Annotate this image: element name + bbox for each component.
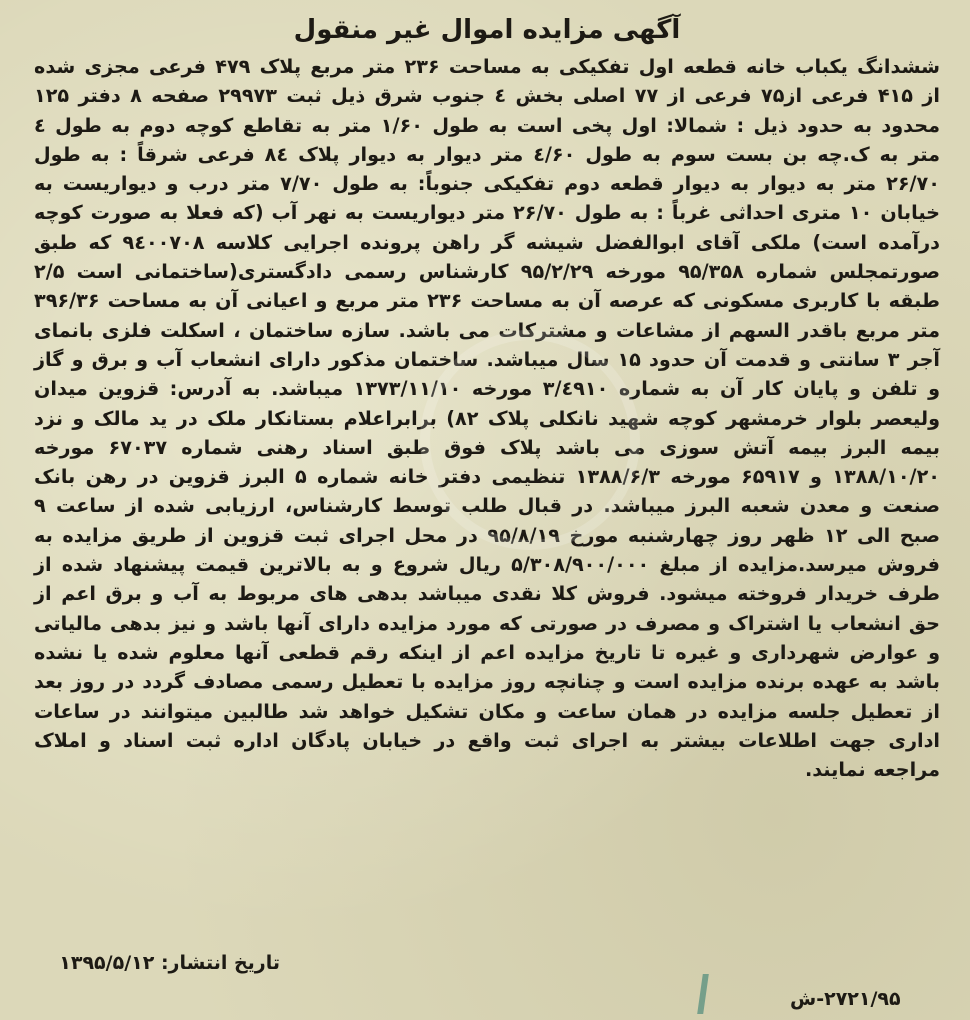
publication-date: تاریخ انتشار: ۱۳۹۵/۵/۱۲ <box>59 952 280 974</box>
notice-body: ششدانگ یکباب خانه قطعه اول تفکیکی به مساحت ۲۳۶ متر مربع پلاک ۴۷۹ فرعی مجزی شده از ۴۱۵ فرعی از۷۵ فرعی از ۷۷ اصلی بخش ٤ جنوب شرق ذیل ثبت ۲۹۹۷۳ صفحه ۸ دفتر ۱۲۵ محدود به حدود ذیل : شمالا: اول پخی است به طول ۱/۶۰ متر به تقاطع کوچه دوم به طول ٤ متر به ک.چه بن بست سوم به طول ٤/۶۰ متر دیوار به دیوار پلاک ۸٤ فرعی شرقاً : به طول ۲۶/۷۰ متر به دیوار به دیوار قطعه دوم تفکیکی جنوباً: به طول ۷/۷۰ متر درب و دیواریست به خیابان ۱۰ متری احداثی غرباً : به طول ۲۶/۷۰ متر دیواریست به نهر آب (که فعلا به صورت کوچه درآمده است) ملکی آقای ابوالفضل شیشه گر راهن پرونده اجرایی کلاسه ۹٤۰۰۷۰۸ که طبق صورتمجلس شماره ۹۵/۳۵۸ مورخه ۹۵/۲/۲۹ کارشناس رسمی دادگستری(ساختمانی است ۲/۵ طبقه با کاربری مسکونی که عرصه آن به مساحت ۲۳۶ متر مربع و اعیانی آن به مساحت ۳۹۶/۳۶ متر مربع باقدر السهم از مشاعات و مشترکات می باشد. سازه ساختمان ، اسکلت فلزی بانمای آجر ۳ سانتی و قدمت آن حدود ۱۵ سال میباشد. ساختمان مذکور دارای انشعاب آب و برق و گاز و تلفن و پایان کار آن به شماره ۳/٤۹۱۰ مورخه ۱۳۷۳/۱۱/۱۰ میباشد. به آدرس: قزوین میدان ولیعصر بلوار خرمشهر کوچه شهید نانکلی پلاک ۸۲) برابراعلام بستانکار ملک در ید مالک و نزد بیمه البرز بیمه آتش سوزی می باشد پلاک فوق طبق اسناد رهنی شماره ۶۷۰۳۷ مورخه ۱۳۸۸/۱۰/۲۰ و ۶۵۹۱۷ مورخه ۱۳۸۸/۶/۳ تنظیمی دفتر خانه شماره ۵ البرز قزوین در رهن بانک صنعت و معدن شعبه البرز میباشد. در قبال طلب توسط کارشناس، ارزیابی شده از ساعت ۹ صبح الی ۱۲ ظهر روز چهارشنبه مورخ ۹۵/۸/۱۹ در محل اجرای ثبت قزوین از طریق مزایده به فروش میرسد.مزایده از مبلغ ۵/۳۰۸/۹۰۰/۰۰۰ ریال شروع و به بالاترین قیمت پیشنهاد شده از طرف خریدار فروخته میشود. فروش کلا نقدی میباشد بدهی های مربوط به آب و برق اعم از حق انشعاب یا اشتراک و مصرف در صورتی که مورد مزایده دارای آنها باشد و نیز بدهی مالیاتی و عوارض شهرداری و غیره تا تاریخ مزایده اعم از اینکه رقم قطعی آنها معلوم شده یا نشده باشد به عهده برنده مزایده است و چنانچه روز مزایده با تعطیل رسمی مصادف گردد در روز بعد از تعطیل جلسه مزایده در همان ساعت و مکان تشکیل خواهد شد طالبین میتوانند در ساعات اداری جهت اطلاعات بیشتر به اجرای ثبت واقع در خیابان پادگان اداره ثبت اسناد و املاک مراجعه نمایند. <box>34 55 941 782</box>
reference-code: ۲۷۲۱/۹۵-ش <box>790 988 901 1010</box>
notice-title: آگهی مزایده اموال غیر منقول <box>293 15 681 45</box>
watermark-stamp <box>420 330 640 550</box>
ink-mark <box>697 974 749 1014</box>
notice-footer <box>0 950 970 1020</box>
